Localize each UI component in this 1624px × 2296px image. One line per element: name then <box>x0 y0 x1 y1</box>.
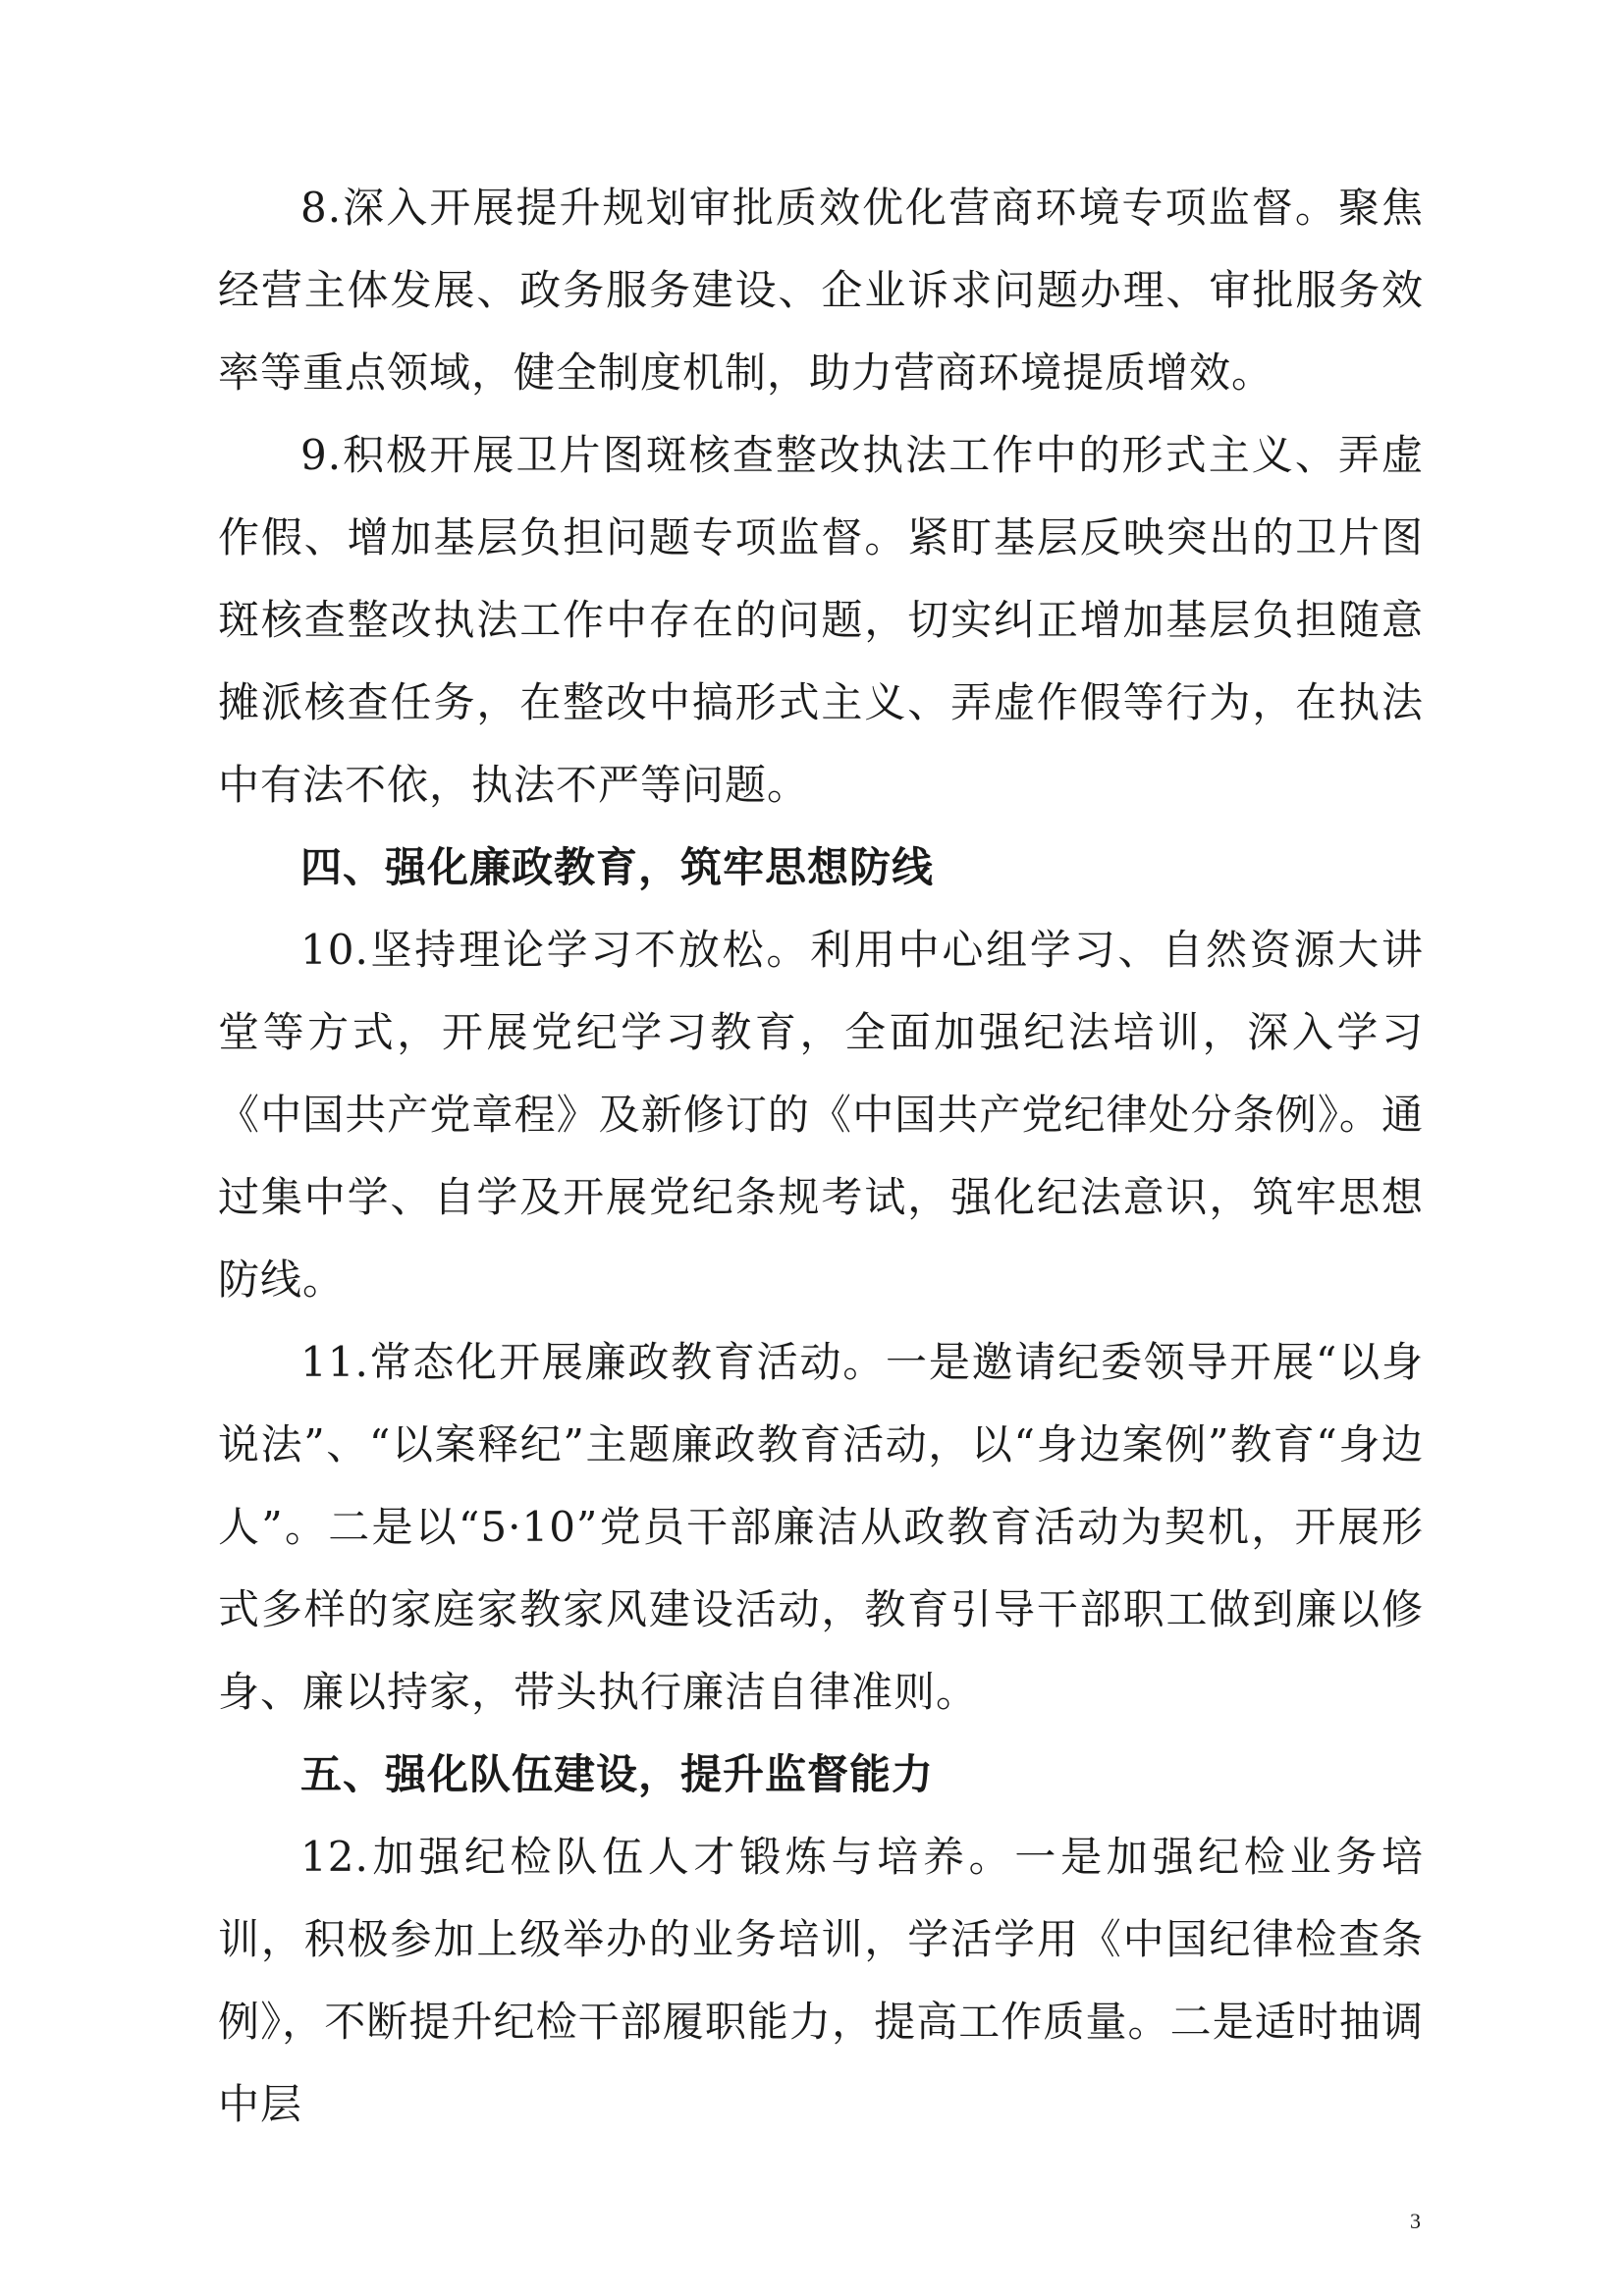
document-body <box>218 167 1424 2146</box>
paragraph-item-9: 9.积极开展卫片图斑核查整改执法工作中的形式主义、弄虚作假、增加基层负担问题专项监督。紧盯基层反映突出的卫片图斑核查整改执法工作中存在的问题，切实纠正增加基层负担随意摊派核查任务，在整改中搞形式主义、弄虚作假等行为，在执法中有法不依，执法不严等问题。 <box>218 431 1424 809</box>
paragraph-item-11: 11.常态化开展廉政教育活动。一是邀请纪委领导开展“以身说法”、“以案释纪”主题廉政教育活动，以“身边案例”教育“身边人”。二是以“5·10”党员干部廉洁从政教育活动为契机，开展形式多样的家庭家教家风建设活动，教育引导干部职工做到廉以修身、廉以持家，带头执行廉洁自律准则。 <box>218 1338 1424 1716</box>
section-heading-4: 四、强化廉政教育，筑牢思想防线 <box>300 843 935 891</box>
page-number: 3 <box>1410 2209 1421 2233</box>
paragraph-item-12: 12.加强纪检队伍人才锻炼与培养。一是加强纪检业务培训，积极参加上级举办的业务培训，学活学用《中国纪律检查条例》，不断提升纪检干部履职能力，提高工作质量。二是适时抽调中层 <box>218 1833 1424 2128</box>
section-heading-5: 五、强化队伍建设，提升监督能力 <box>300 1750 935 1798</box>
paragraph-item-10: 10.坚持理论学习不放松。利用中心组学习、自然资源大讲堂等方式，开展党纪学习教育，全面加强纪法培训，深入学习《中国共产党章程》及新修订的《中国共产党纪律处分条例》。通过集中学、自学及开展党纪条规考试，强化纪法意识，筑牢思想防线。 <box>218 926 1424 1304</box>
paragraph-item-8: 8.深入开展提升规划审批质效优化营商环境专项监督。聚焦经营主体发展、政务服务建设、企业诉求问题办理、审批服务效率等重点领域，健全制度机制，助力营商环境提质增效。 <box>218 184 1424 397</box>
